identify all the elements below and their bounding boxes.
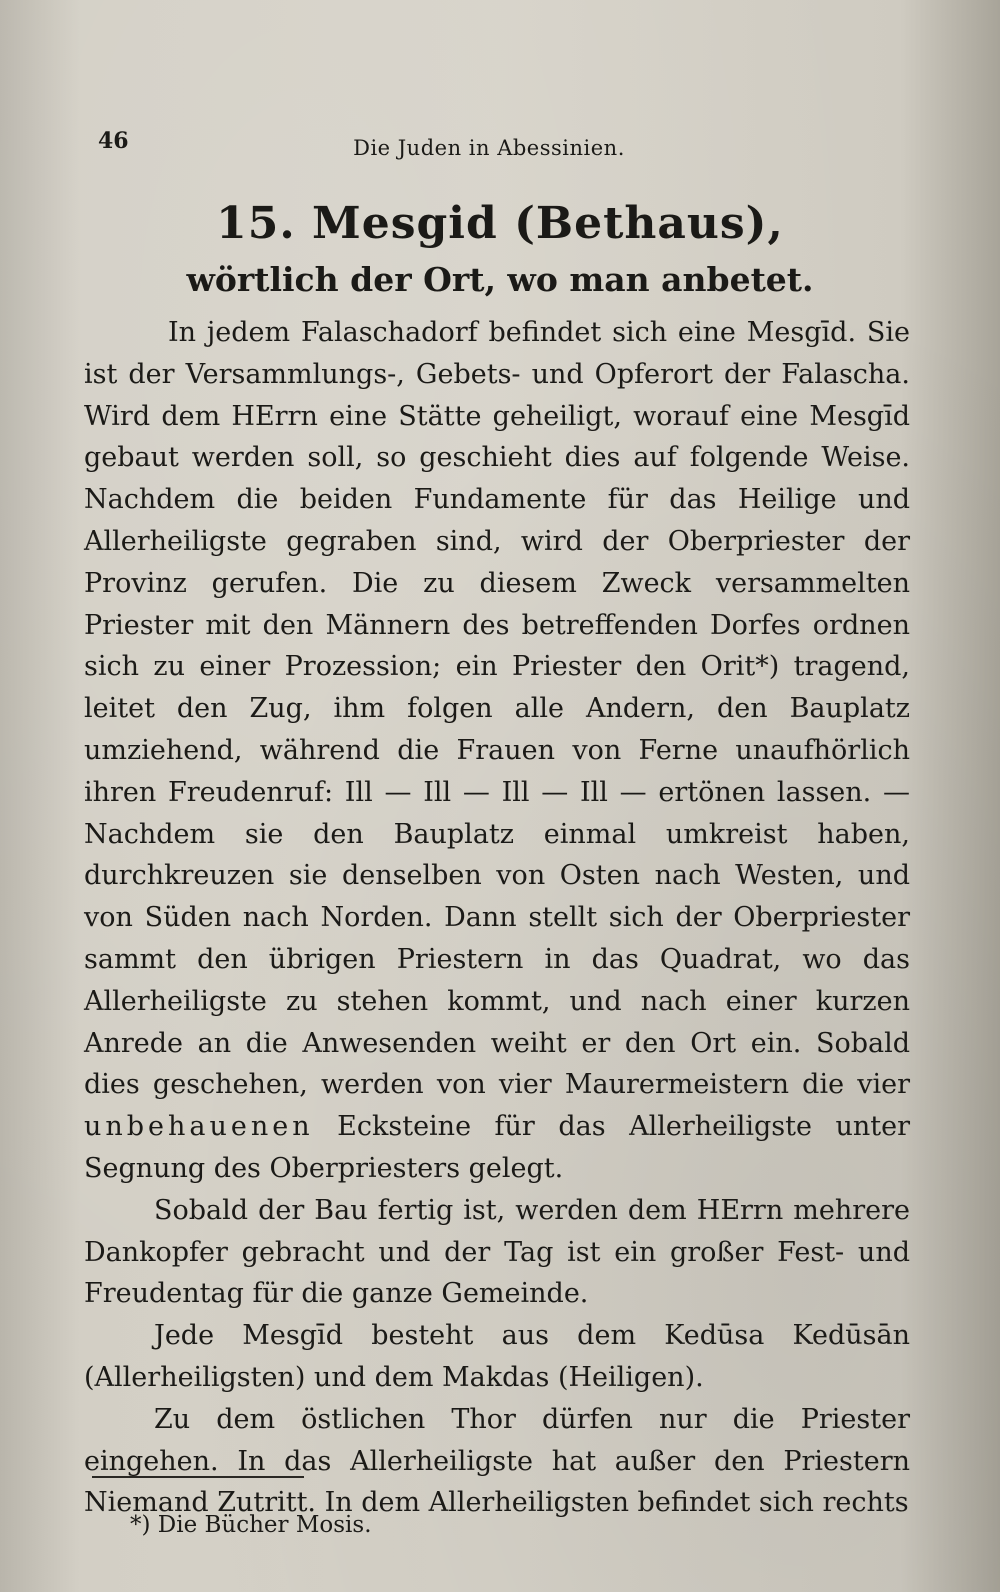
running-title: Die Juden in Abessinien. xyxy=(353,136,625,160)
footnote-rule xyxy=(92,1476,304,1478)
paragraph-consecration xyxy=(84,312,910,1190)
paragraph-text-end: Ecksteine für das Allerheiligste unter Segnung des Oberpriesters gelegt. xyxy=(84,1111,910,1184)
paragraph-access: Zu dem östlichen Thor dürfen nur die Priester eingehen. In das Allerheiligste hat außer den Priestern Niemand Zutritt. In dem Allerheiligsten befindet sich rechts xyxy=(84,1403,910,1519)
page-number: 46 xyxy=(98,128,129,154)
paragraph-structure: Jede Mesgīd besteht aus dem Kedūsa Kedūsān (Allerheiligsten) und dem Makdas (Heiligen). xyxy=(84,1320,910,1393)
paragraph-text: In jedem Falaschadorf befindet sich eine Mesgīd. Sie ist der Versammlungs-, Gebets- und Opferort der Falascha. Wird dem HErrn eine Stätte geheiligt, worauf eine Mesgīd gebaut werden soll, so geschieht dies auf folgende Weise. Nachdem die beiden Fundamente für das Heilige und Allerheiligste gegraben sind, wird der Oberpriester der Provinz gerufen. Die zu diesem Zweck versammelten Priester mit den Männern des betreffenden Dorfes ordnen sich zu einer Prozession; ein Priester den Orit*) tragend, leitet den Zug, ihm folgen alle Andern, den Bauplatz umziehend, während die Frauen von Ferne unaufhörlich ihren Freudenruf: Ill — Ill — Ill — Ill — ertönen lassen. — Nachdem sie den Bauplatz einmal umkreist haben, durchkreuzen sie denselben von Osten nach Westen, und von Süden nach Norden. Dann stellt sich der Oberpriester sammt den übrigen Priestern in das Quadrat, wo das Allerheiligste zu stehen kommt, und nach einer kurzen Anrede an die Anwesenden weiht er den Ort ein. Sobald dies geschehen, werden von vier Maurermeistern die vier xyxy=(84,317,910,1101)
spaced-word: unbehauenen xyxy=(84,1111,314,1143)
running-head xyxy=(98,128,880,168)
paragraph-completion: Sobald der Bau fertig ist, werden dem HErrn mehrere Dankopfer gebracht und der Tag ist ein großer Fest- und Freudentag für die ganze Gemeinde. xyxy=(84,1194,910,1310)
footnote: *) Die Bücher Mosis. xyxy=(130,1512,372,1538)
body-text xyxy=(84,312,910,1524)
chapter-subtitle: wörtlich der Ort, wo man anbetet. xyxy=(186,260,814,299)
chapter-title: 15. Mesgid (Bethaus), xyxy=(216,198,784,249)
